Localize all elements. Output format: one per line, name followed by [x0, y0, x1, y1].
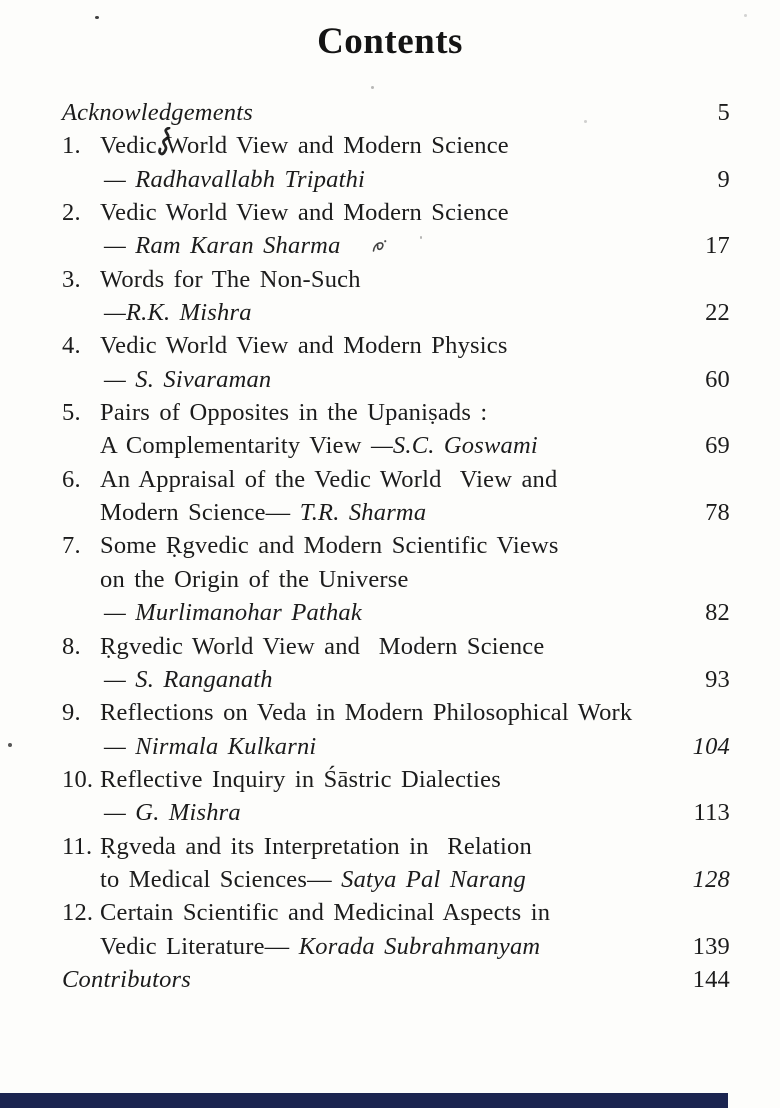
page-number [684, 630, 730, 663]
entry-text: — Ram Karan Sharma [100, 229, 684, 262]
entry-number [62, 930, 100, 963]
entry-text: Reflective Inquiry in Śāstric Dialecties [100, 765, 501, 793]
page-number [684, 529, 730, 562]
entry-text: A Complementarity View —S.C. Goswami [100, 432, 538, 460]
page-number [684, 563, 730, 596]
toc-row [62, 296, 730, 329]
toc-row [62, 329, 730, 362]
toc-row [62, 363, 730, 396]
toc-row [62, 96, 730, 129]
page-number [684, 396, 730, 429]
entry-number: 3. [62, 265, 81, 293]
page-number: 69 [705, 432, 730, 460]
toc-row [62, 863, 730, 896]
entry-text: Acknowledgements [62, 99, 253, 126]
page-number [684, 263, 730, 296]
page-number: 60 [705, 365, 730, 393]
entry-text: Vedic Literature— Korada Subrahmanyam [100, 932, 541, 960]
toc-row [62, 429, 730, 462]
scan-speck [8, 743, 12, 747]
page-number: 9 [717, 165, 730, 193]
toc-row [62, 830, 730, 863]
entry-number [62, 730, 100, 763]
page-number: 78 [705, 499, 730, 527]
page-number: 22 [705, 299, 730, 327]
entry-number: 6. [62, 465, 81, 493]
entry-number [62, 163, 100, 196]
page-number: 5 [717, 99, 730, 126]
toc-row [62, 163, 730, 196]
toc-row [62, 730, 730, 763]
toc-row [62, 229, 730, 262]
entry-number: 5. [62, 399, 81, 427]
page-number: 128 [692, 865, 730, 893]
entry-text: — Murlimanohar Pathak [104, 599, 362, 627]
page-number [684, 763, 730, 796]
entry-number [62, 296, 100, 329]
entry-number [62, 596, 100, 629]
entry-text: — S. Ranganath [104, 665, 273, 693]
toc-row [62, 763, 730, 796]
entry-text: to Medical Sciences— Satya Pal Narang [100, 865, 526, 893]
page-number: 93 [705, 665, 730, 693]
toc-row [62, 696, 730, 729]
entry-text: Words for The Non-Such [100, 265, 361, 293]
entry-text: Ṛgveda and its Interpretation in Relation [100, 832, 532, 860]
book-edge-bar [0, 1093, 728, 1108]
page-number [684, 129, 730, 162]
scan-speck [95, 16, 99, 19]
toc-row [62, 663, 730, 696]
scan-speck [744, 14, 747, 17]
entry-text: Vedic World View and Modern Physics [100, 332, 508, 360]
entry-text: — Nirmala Kulkarni [104, 732, 317, 760]
entry-number [62, 563, 100, 596]
entry-number [62, 496, 100, 529]
entry-text: Contributors [62, 965, 192, 993]
entry-number: 11. [62, 832, 93, 860]
page-number: 144 [692, 965, 730, 993]
entry-number: 2. [62, 199, 81, 227]
toc-row [62, 930, 730, 963]
entry-text: Reflections on Veda in Modern Philosophical Work [100, 699, 633, 727]
entry-text: Vedic World View and Modern Science [100, 199, 509, 227]
entry-number: 7. [62, 532, 81, 560]
entry-text: An Appraisal of the Vedic World View and [100, 465, 558, 493]
entry-text: —R.K. Mishra [104, 299, 252, 327]
entry-number: 9. [62, 699, 81, 727]
entry-text: Pairs of Opposites in the Upaniṣads : [100, 399, 488, 427]
entry-text: Modern Science— T.R. Sharma [100, 499, 427, 527]
entry-number: 10. [62, 765, 94, 793]
toc-row [62, 463, 730, 496]
entry-number [62, 863, 100, 896]
entry-number [62, 229, 100, 262]
page-number: 82 [705, 599, 730, 627]
page-number [684, 463, 730, 496]
toc-row [62, 496, 730, 529]
toc-row [62, 796, 730, 829]
entry-number [62, 663, 100, 696]
scan-speck [584, 120, 587, 123]
toc-row [62, 263, 730, 296]
page-number: 17 [705, 232, 730, 260]
scan-speck [420, 236, 422, 239]
entry-text: — G. Mishra [104, 799, 241, 827]
entry-text: — Radhavallabh Tripathi [104, 165, 366, 193]
toc-row [62, 896, 730, 929]
entry-text: Ṛgvedic World View and Modern Science [100, 632, 545, 660]
entry-number: 4. [62, 332, 81, 360]
entry-number: 12. [62, 899, 94, 927]
scan-speck [371, 86, 374, 89]
entry-number [62, 796, 100, 829]
entry-text: Vedic World View and Modern Science [100, 129, 684, 162]
toc-row [62, 196, 730, 229]
page-number [684, 830, 730, 863]
toc-row [62, 963, 730, 996]
toc-row [62, 396, 730, 429]
table-of-contents [62, 96, 730, 996]
toc-row [62, 563, 730, 596]
page-title: Contents [317, 21, 463, 62]
page-number: 104 [692, 732, 730, 760]
page-number [684, 896, 730, 929]
page-number: 139 [692, 932, 730, 960]
entry-text: on the Origin of the Universe [100, 565, 409, 593]
toc-row [62, 529, 730, 562]
ink-smudge [370, 238, 390, 256]
entry-text: Some Ṛgvedic and Modern Scientific Views [100, 532, 559, 560]
entry-number [62, 363, 100, 396]
entry-number: 8. [62, 632, 81, 660]
page-number: 113 [693, 799, 730, 827]
entry-number: 1. [62, 132, 81, 160]
entry-text: Certain Scientific and Medicinal Aspects in [100, 899, 551, 927]
toc-row [62, 630, 730, 663]
page-number [684, 196, 730, 229]
toc-row [62, 129, 730, 162]
entry-text: — S. Sivaraman [104, 365, 272, 393]
entry-number [62, 429, 100, 462]
page-number [684, 696, 730, 729]
page-number [684, 329, 730, 362]
toc-row [62, 596, 730, 629]
